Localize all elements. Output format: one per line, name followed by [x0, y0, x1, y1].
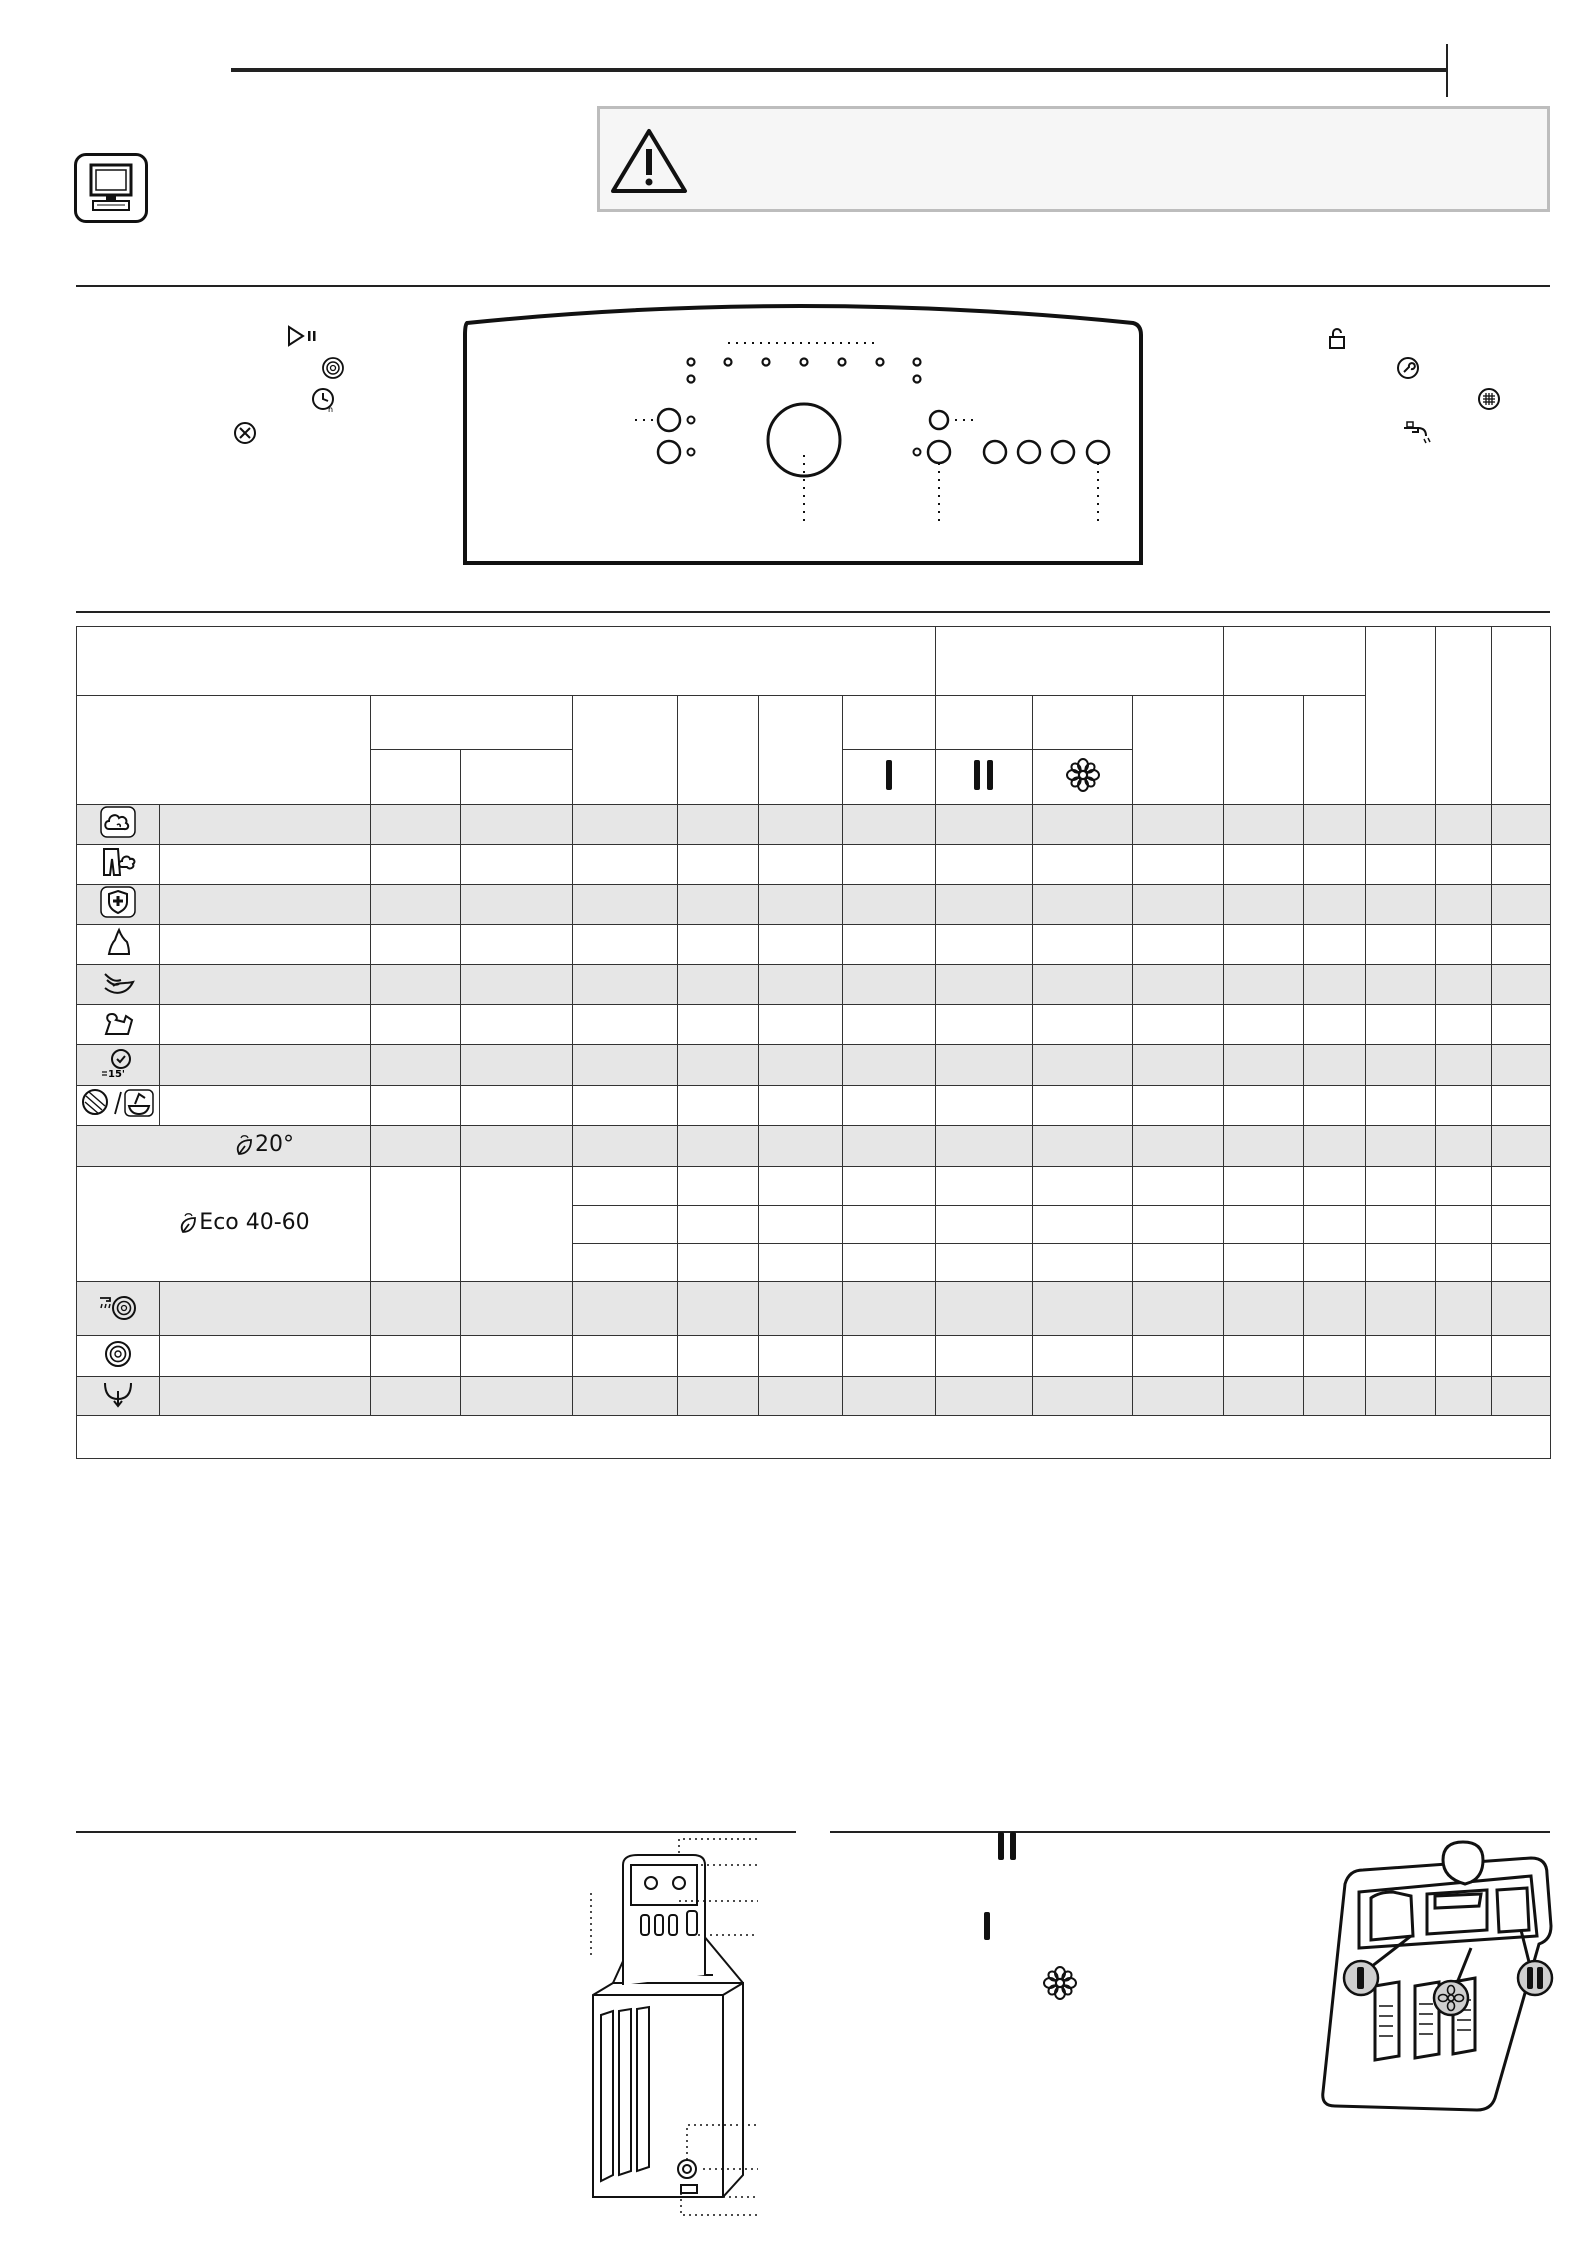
program-label [160, 1085, 371, 1125]
table-row [77, 1005, 1551, 1045]
program-icon-cell [77, 1085, 160, 1125]
header-cell-col15 [1492, 627, 1551, 805]
table-header-row-1 [77, 627, 1551, 696]
header-cell-data-b [1224, 696, 1304, 804]
program-knob [768, 404, 840, 476]
washing-machine-illustration [583, 1835, 763, 2235]
program-icon-cell [77, 884, 160, 924]
program-label [160, 844, 371, 884]
table-row [77, 1125, 1551, 1166]
rinse-icon [1400, 418, 1434, 446]
softener-label-icon [1042, 1965, 1078, 2001]
prewash-compartment-icon [882, 758, 896, 792]
program-eco-40-60-cell [77, 1166, 371, 1281]
section-rule-3-left [76, 1831, 796, 1833]
main-wash-compartment-icon [970, 758, 998, 792]
svg-text:h: h [328, 405, 334, 414]
program-label [160, 1376, 371, 1415]
table-row [77, 1166, 1551, 1205]
eco-40-60-label: Eco 40-60 [199, 1209, 310, 1235]
table-row [77, 1045, 1551, 1085]
mixed-icon [98, 845, 138, 879]
hygiene-icon [99, 885, 137, 919]
section-rule-3-right [830, 1831, 1550, 1833]
header-cell-data [1224, 627, 1366, 696]
program-label [160, 1005, 371, 1045]
table-row [77, 884, 1551, 924]
header-cell-softener [1033, 696, 1133, 750]
header-cell-col14 [1436, 627, 1492, 805]
header-cell-detergent [936, 627, 1224, 696]
header-cell-temperature [371, 696, 573, 750]
cancel-icon [232, 420, 258, 446]
header-cell-spin [573, 696, 678, 804]
table-row [77, 925, 1551, 965]
table-footer-row [77, 1415, 1551, 1458]
table-row [77, 804, 1551, 844]
section-rule-1 [76, 285, 1550, 287]
program-icon-cell [77, 804, 160, 844]
wool-handwash-icon [79, 1086, 157, 1120]
eco-20-label: 20° [255, 1131, 294, 1157]
program-icon-cell [77, 844, 160, 884]
control-panel-drawing [455, 295, 1145, 575]
delicates-icon [99, 966, 137, 1000]
compartment-softener [1033, 750, 1133, 804]
program-label [160, 965, 371, 1005]
header-cell-duration [759, 696, 843, 804]
header-cell-mainwash [936, 696, 1033, 750]
table-row [77, 1282, 1551, 1336]
table-row [77, 1085, 1551, 1125]
settings-icon [1395, 355, 1421, 381]
header-cell-col13 [1366, 627, 1436, 805]
table-row [77, 844, 1551, 884]
detergent-drawer-illustration [1315, 1836, 1555, 2116]
header-cell-data-a [1133, 696, 1224, 804]
eco-40-60-icon [177, 1210, 199, 1238]
quick-15-icon [99, 1046, 137, 1080]
header-cell-program-name [77, 696, 371, 804]
program-table [76, 626, 1551, 1459]
rinse-spin-icon [96, 1290, 140, 1324]
program-icon-cell [77, 1282, 160, 1336]
program-icon-cell [77, 925, 160, 965]
table-row [77, 965, 1551, 1005]
synthetics-icon [101, 926, 135, 960]
delay-start-icon [310, 386, 338, 414]
spin-icon [320, 355, 346, 381]
keylock-icon [1476, 386, 1502, 412]
table-footer [77, 1415, 1551, 1458]
softener-compartment-icon [1065, 757, 1101, 793]
compartment-prewash [843, 750, 936, 804]
table-row [77, 1376, 1551, 1415]
table-row [77, 1336, 1551, 1376]
program-label [160, 804, 371, 844]
baby-icon [98, 1006, 138, 1040]
eco-20-icon [233, 1132, 255, 1160]
header-cell-prewash [843, 696, 936, 750]
program-label [160, 884, 371, 924]
program-icon-cell [77, 965, 160, 1005]
warning-box [597, 106, 1550, 212]
program-label [160, 1045, 371, 1085]
header-cell-temp-b [461, 750, 573, 804]
table-header-row-2 [77, 696, 1551, 750]
drawer-bubble-mainwash [1518, 1961, 1552, 1995]
drain-icon [100, 1377, 136, 1411]
svg-text:15': 15' [108, 1069, 125, 1081]
main-wash-label-icon [992, 1830, 1024, 1864]
top-rule-tick [1446, 44, 1448, 97]
program-eco-20-cell [77, 1125, 371, 1166]
program-label [160, 1336, 371, 1376]
program-icon-cell [77, 1336, 160, 1376]
program-icon-cell [77, 1376, 160, 1415]
header-cell-programs [77, 627, 936, 696]
header-cell-load [678, 696, 759, 804]
warning-triangle-icon [609, 127, 689, 197]
program-label [160, 925, 371, 965]
program-icon-cell [77, 1005, 160, 1045]
spin-drain-icon [101, 1337, 135, 1371]
prewash-label-icon [979, 1910, 995, 1944]
door-lock-icon [1325, 326, 1349, 352]
compartment-mainwash [936, 750, 1033, 804]
top-rule [231, 68, 1447, 72]
start-pause-icon [286, 324, 320, 348]
program-label [160, 1282, 371, 1336]
header-cell-temp-a [371, 750, 461, 804]
section-rule-2 [76, 611, 1550, 613]
cotton-icon [99, 805, 137, 839]
monitor-icon [74, 153, 148, 223]
program-icon-cell [77, 1045, 160, 1085]
